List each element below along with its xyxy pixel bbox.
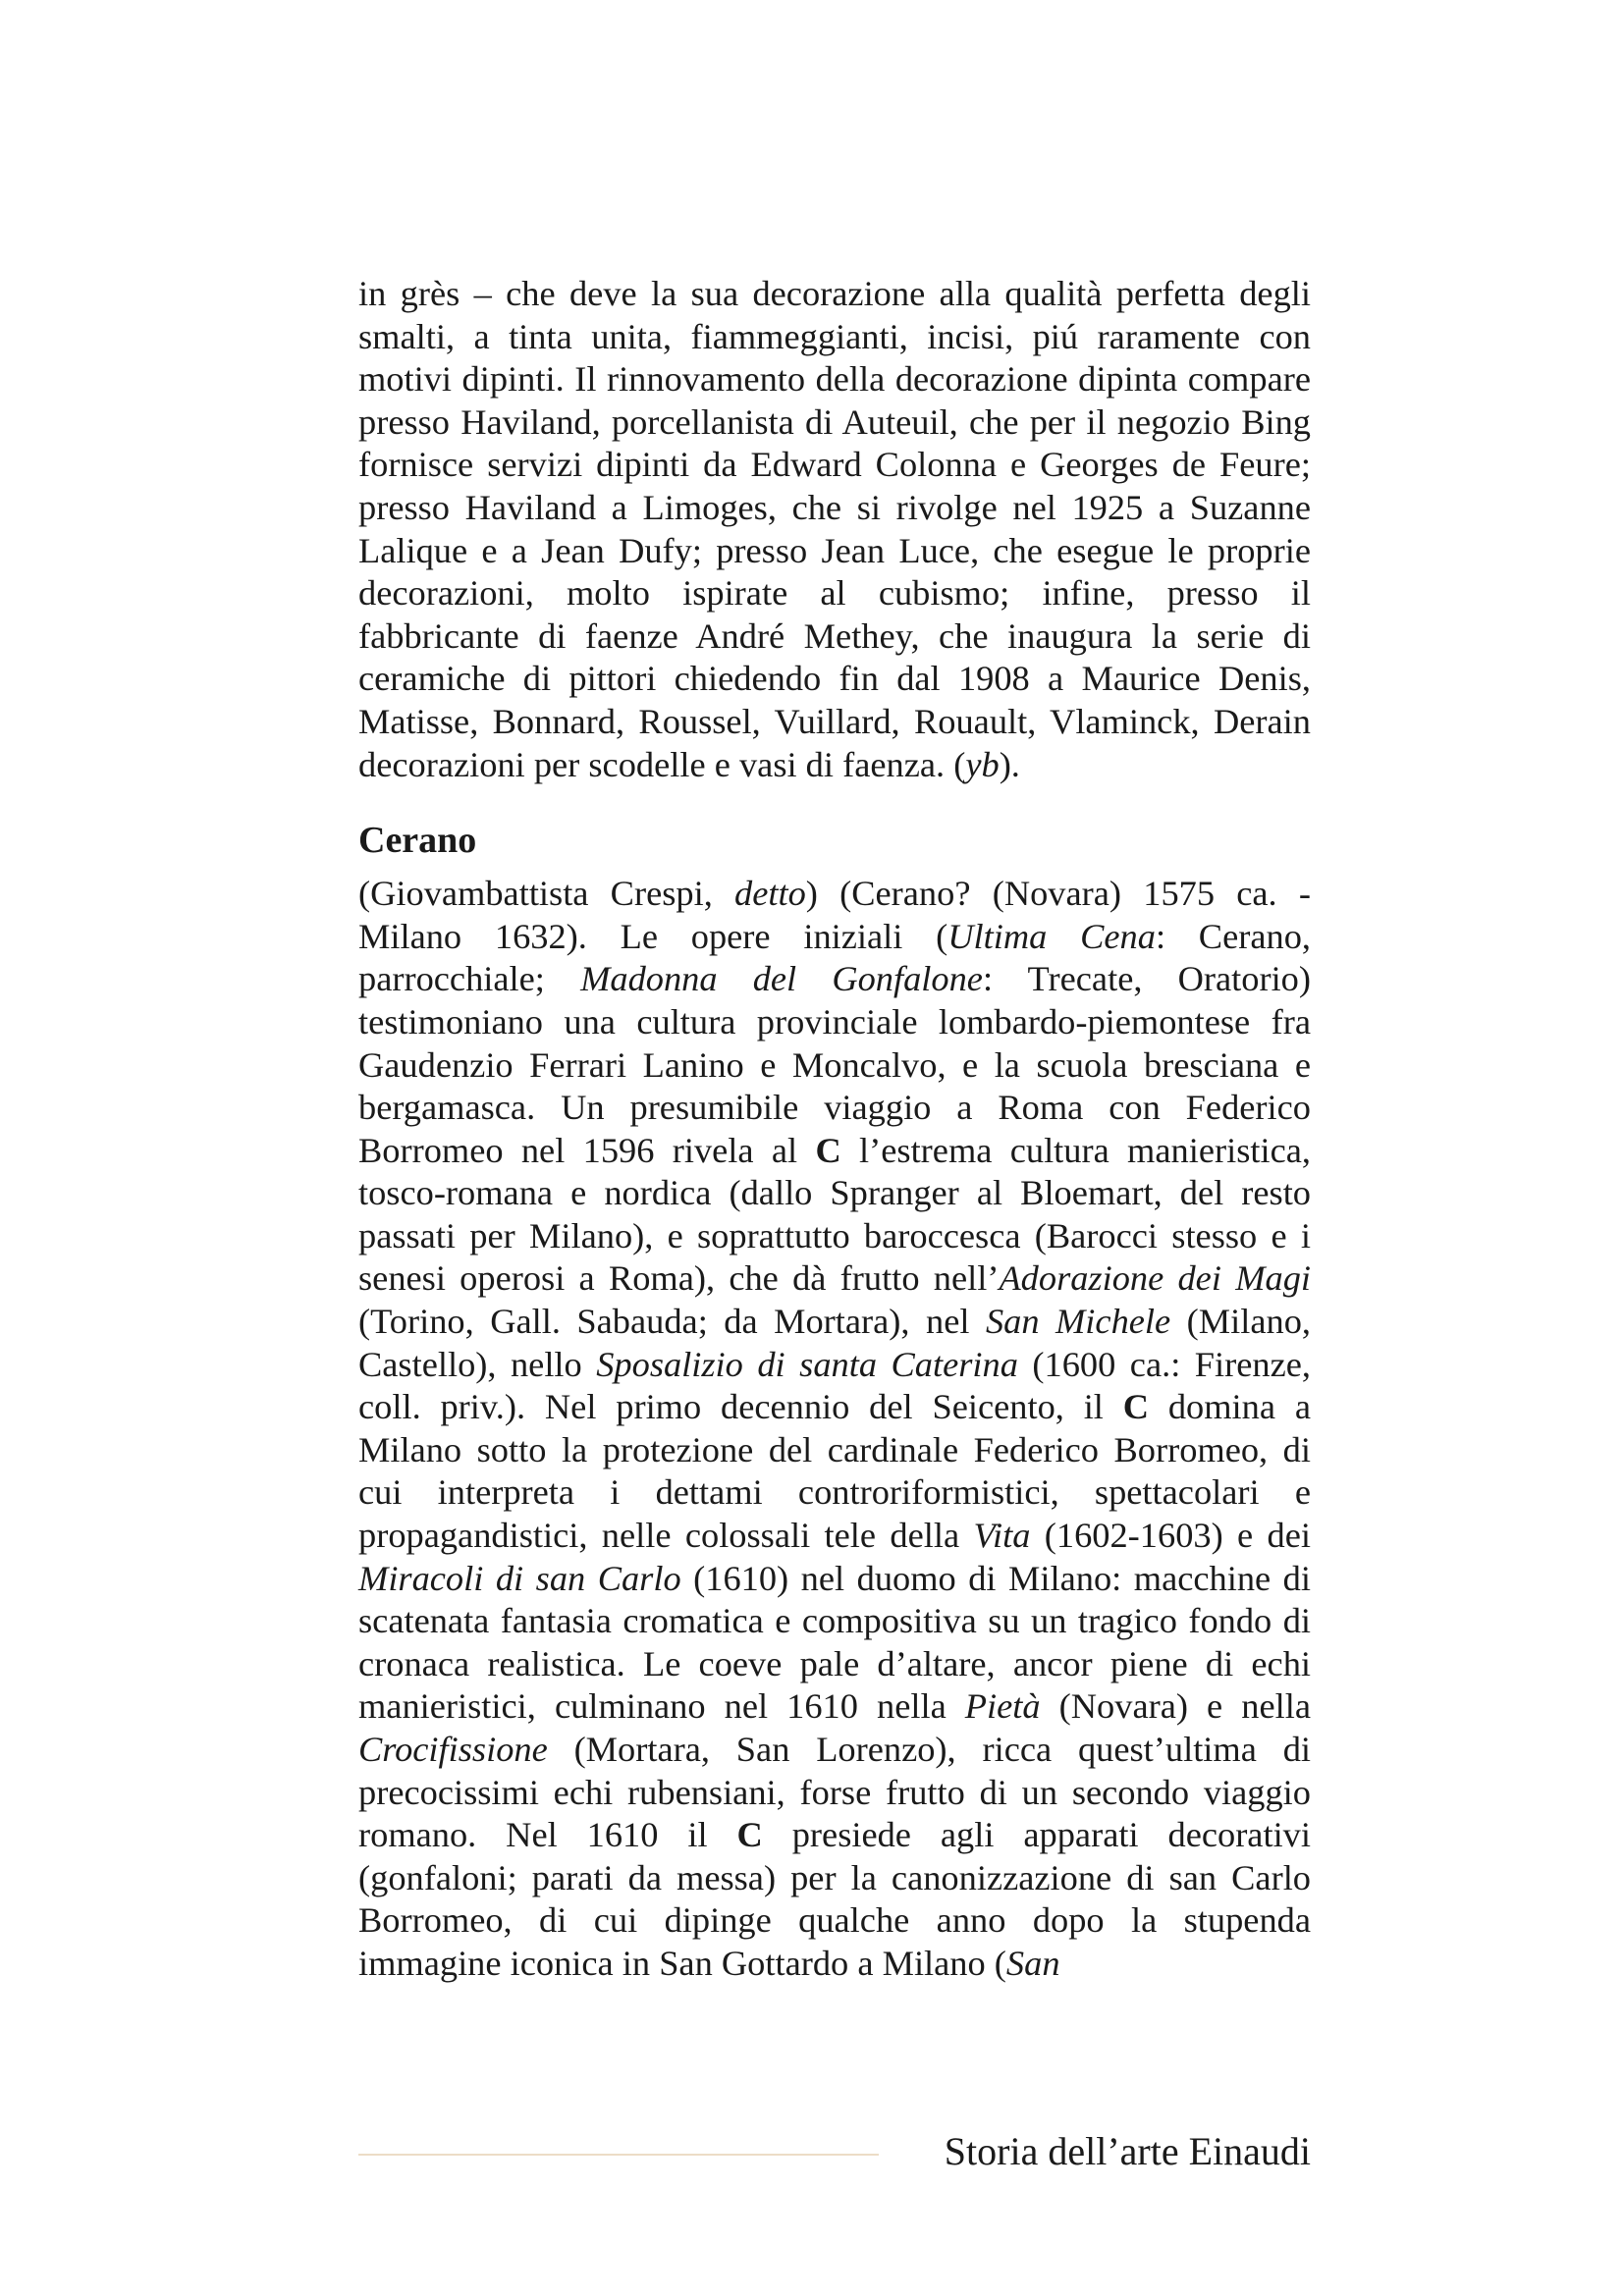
artwork-title: Pietà [964, 1686, 1041, 1727]
intro-text-end: ). [999, 744, 1020, 784]
entry-text: ) (Cerano? (Novara) 1575 ca. - Milano 1632). Le opere iniziali ( [358, 874, 1311, 956]
artwork-title: Madonna del Gonfalone [580, 959, 983, 999]
entry-abbrev: C [1122, 1387, 1150, 1427]
entry-text: (1602-1603) e dei [1030, 1516, 1311, 1556]
entry-paragraph [358, 873, 1311, 1985]
entry-text: : Trecate, Oratorio) testimoniano una cultura provinciale lombardo-piemontese fra Gaudenzio Ferrari Lanino e Moncalvo, e la scuola bresciana e bergamasca. Un presumibile viaggio a Roma con Federico Borromeo nel 1596 rivela al [358, 959, 1311, 1170]
entry-title: Cerano [358, 820, 477, 862]
entry-text: domina a Milano sotto la protezione del cardinale Federico Borromeo, di cui interpreta i dettami controriformistici, spettacolari e propagandistici, nelle colossali tele della [358, 1387, 1311, 1556]
entry-abbrev: C [736, 1815, 763, 1855]
artwork-title: Sposalizio di santa Caterina [596, 1344, 1018, 1384]
entry-text: (Novara) e nella [1040, 1686, 1311, 1727]
entry-text: (1610) nel duomo di Milano: macchine di scatenata fantasia cromatica e compositiva su un tragico fondo di cronaca realistica. Le coeve pale d’altare, ancor piene di echi manieristici, culminano nel 1610 nella [358, 1558, 1311, 1727]
entry-text: (1600 ca.: Firenze, coll. priv.). Nel primo decennio del Seicento, il [358, 1344, 1312, 1427]
author-initials: yb [965, 744, 1000, 784]
entry-abbrev: C [815, 1130, 841, 1170]
artwork-title: Vita [973, 1516, 1031, 1556]
intro-paragraph [358, 273, 1311, 786]
entry-text: : Cerano, parrocchiale; [358, 916, 1311, 999]
artwork-title: San Michele [985, 1302, 1171, 1342]
footer-title: Storia dell’arte Einaudi [944, 2129, 1311, 2173]
entry-text: (Torino, Gall. Sabauda; da Mortara), nel [358, 1302, 986, 1342]
artwork-title: Ultima Cena [947, 916, 1156, 956]
intro-text: in grès – che deve la sua decorazione alla qualità perfetta degli smalti, a tinta unita, fiammeggianti, incisi, piú raramente con motivi dipinti. Il rinnovamento della decorazione dipinta compare presso Haviland, porcellanista di Auteuil, che per il negozio Bing fornisce servizi dipinti da Edward Colonna e Georges de Feure; presso Haviland a Limoges, che si rivolge nel 1925 a Suzanne Lalique e a Jean Dufy; presso Jean Luce, che esegue le proprie decorazioni, molto ispirate al cubismo; infine, presso il fabbricante di faenze André Methey, che inaugura la serie di ceramiche di pittori chiedendo fin dal 1908 a Maurice Denis, Matisse, Bonnard, Roussel, Vuillard, Rouault, Vlaminck, Derain decorazioni per scodelle e vasi di faenza. ( [358, 274, 1311, 784]
entry-text: (Milano, Castello), nello [358, 1302, 1311, 1384]
artwork-title: Adorazione dei Magi [999, 1258, 1312, 1299]
artwork-title: San [1005, 1943, 1060, 1983]
entry-text: l’estrema cultura manieristica, tosco-romana e nordica (dallo Spranger al Bloemart, del resto passati per Milano), e soprattutto baroccesca (Barocci stesso e i senesi operosi a Roma), che dà frutto nell’ [358, 1130, 1311, 1299]
entry-text: (Mortara, San Lorenzo), ricca quest’ultima di precocissimi echi rubensiani, forse frutto di un secondo viaggio romano. Nel 1610 il [358, 1730, 1311, 1855]
entry-text-italic: detto [734, 874, 806, 914]
artwork-title: Miracoli di san Carlo [358, 1558, 681, 1598]
text-column [358, 273, 1311, 1986]
footer-rule [358, 2154, 879, 2156]
artwork-title: Crocifissione [358, 1730, 548, 1769]
entry-text: presiede agli apparati decorativi (gonfaloni; parati da messa) per la canonizzazione di san Carlo Borromeo, di cui dipinge qualche anno dopo la stupenda immagine iconica in San Gottardo a Milano ( [358, 1815, 1311, 1983]
entry-text: (Giovambattista Crespi, [358, 874, 735, 914]
